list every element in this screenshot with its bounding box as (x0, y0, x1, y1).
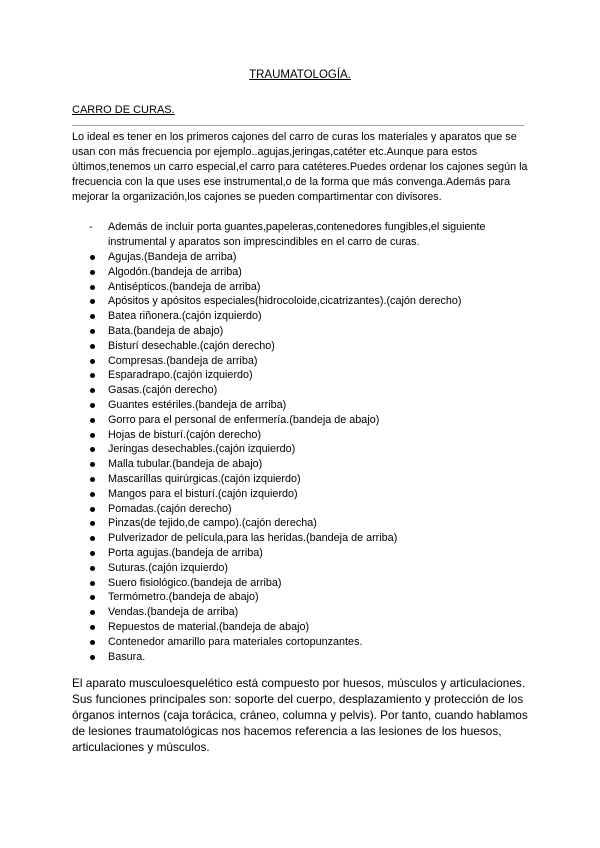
list-item-text: Pinzas(de tejido,de campo).(cajón derecha) (108, 517, 317, 530)
bullet-icon (90, 521, 95, 526)
list-item (89, 339, 461, 354)
bullet-icon (90, 299, 95, 304)
list-item (89, 590, 461, 605)
bullet-icon (90, 551, 95, 556)
bullet-icon (90, 285, 95, 290)
bullet-icon (90, 329, 95, 334)
dash-item-text: Además de incluir porta guantes,papeleras,contenedores fungibles,el siguiente instrumental y aparatos son imprescindibles en el carro de curas. (108, 221, 486, 248)
list-item-text: Contenedor amarillo para materiales cortopunzantes. (108, 635, 363, 648)
list-item (89, 605, 461, 620)
intro-paragraph (72, 130, 534, 205)
list-item-text: Termómetro.(bandeja de abajo) (108, 591, 259, 604)
bullet-icon (90, 255, 95, 260)
bullet-icon (90, 595, 95, 600)
list-item-text: Mascarillas quirúrgicas.(cajón izquierdo) (108, 472, 301, 485)
list-item (89, 383, 461, 398)
bullet-icon (90, 344, 95, 349)
list-item-text: Guantes estériles.(bandeja de arriba) (108, 398, 287, 411)
list-item (89, 546, 461, 561)
bullet-icon (90, 507, 95, 512)
list-item (89, 250, 461, 265)
list-item (89, 309, 461, 324)
bullet-icon (90, 477, 95, 482)
bullet-icon (90, 462, 95, 467)
bullet-icon (90, 433, 95, 438)
list-item (89, 354, 461, 369)
list-item-text: Hojas de bisturí.(cajón derecho) (108, 428, 262, 441)
bullet-icon (90, 655, 95, 660)
list-item-text: Apósitos y apósitos especiales(hidrocoloide,cicatrizantes).(cajón derecho) (108, 295, 462, 308)
list-item-text: Basura. (108, 650, 146, 663)
bullet-icon (90, 418, 95, 423)
bullet-icon (90, 640, 95, 645)
list-item-text: Compresas.(bandeja de arriba) (108, 354, 258, 367)
bullet-icon (90, 373, 95, 378)
bullet-icon (90, 359, 95, 364)
list-item-text: Jeringas desechables.(cajón izquierdo) (108, 443, 296, 456)
list-item-text: Malla tubular.(bandeja de abajo) (108, 458, 263, 471)
list-item-text: Batea riñonera.(cajón izquierdo) (108, 310, 262, 323)
list-item (89, 472, 461, 487)
list-item (89, 516, 461, 531)
bullet-icon (90, 566, 95, 571)
bullet-icon (90, 447, 95, 452)
list-item (89, 368, 461, 383)
section-heading: CARRO DE CURAS. (72, 104, 175, 116)
section-divider (72, 125, 524, 126)
bullet-icon (90, 492, 95, 497)
list-item-text: Repuestos de material.(bandeja de abajo) (108, 620, 310, 633)
list-item (89, 620, 461, 635)
list-item-text: Esparadrapo.(cajón izquierdo) (108, 369, 253, 382)
list-item-text: Antisépticos.(bandeja de arriba) (108, 280, 261, 293)
instrument-list (89, 250, 461, 664)
document-title (0, 69, 600, 81)
list-item-text: Porta agujas.(bandeja de arriba) (108, 546, 263, 559)
list-item (89, 413, 461, 428)
list-item (89, 457, 461, 472)
bullet-icon (90, 314, 95, 319)
list-item (89, 635, 461, 650)
bullet-icon (90, 403, 95, 408)
list-item (89, 502, 461, 517)
list-item-text: Bisturí desechable.(cajón derecho) (108, 339, 275, 352)
dash-marker: - (89, 221, 93, 233)
list-item-text: Suero fisiológico.(bandeja de arriba) (108, 576, 282, 589)
dash-list-item (89, 220, 539, 250)
list-item (89, 398, 461, 413)
list-item (89, 428, 461, 443)
list-item-text: Pomadas.(cajón derecho) (108, 502, 232, 515)
list-item (89, 531, 461, 546)
list-item (89, 324, 461, 339)
list-item-text: Agujas.(Bandeja de arriba) (108, 251, 237, 263)
bullet-icon (90, 581, 95, 586)
document-title-text: TRAUMATOLOGÍA. (249, 69, 351, 81)
bullet-icon (90, 388, 95, 393)
list-item (89, 576, 461, 591)
closing-text: El aparato musculoesquelético está compuesto por huesos, músculos y articulaciones. Sus funciones principales son: soporte del cuerpo, desplazamiento y protección de los órganos internos (caja torácica, cráneo, columna y pelvis). Por tanto, cuando hablamos de lesiones traumatológicas nos hacemos referencia a las lesiones de los huesos, articulaciones y músculos. (72, 676, 528, 754)
list-item-text: Vendas.(bandeja de arriba) (108, 606, 239, 619)
list-item-text: Mangos para el bisturí.(cajón izquierdo) (108, 487, 298, 500)
list-item (89, 561, 461, 576)
bullet-icon (90, 270, 95, 275)
list-item-text: Pulverizador de película,para las heridas.(bandeja de arriba) (108, 532, 398, 545)
list-item-text: Gorro para el personal de enfermería.(bandeja de abajo) (108, 413, 380, 426)
bullet-icon (90, 536, 95, 541)
closing-paragraph (72, 675, 532, 755)
list-item-text: Suturas.(cajón izquierdo) (108, 561, 229, 574)
list-item (89, 487, 461, 502)
list-item (89, 265, 461, 280)
list-item-text: Bata.(bandeja de abajo) (108, 324, 224, 337)
list-item (89, 650, 461, 665)
list-item (89, 442, 461, 457)
list-item-text: Gasas.(cajón derecho) (108, 384, 218, 397)
intro-text: Lo ideal es tener en los primeros cajones del carro de curas los materiales y aparatos que se usan con más frecuencia por ejemplo..agujas,jeringas,catéter etc.Aunque para estos últimos,tenemos un carro especial,el carro para catéteres.Puedes ordenar los cajones según la frecuencia con la que uses ese instrumental,o de la forma que más convenga.Además para mejorar la organización,los cajones se pueden compartimentar con divisores. (72, 131, 528, 203)
bullet-icon (90, 625, 95, 630)
list-item (89, 280, 461, 295)
list-item-text: Algodón.(bandeja de arriba) (108, 265, 242, 278)
bullet-icon (90, 610, 95, 615)
list-item (89, 294, 461, 309)
